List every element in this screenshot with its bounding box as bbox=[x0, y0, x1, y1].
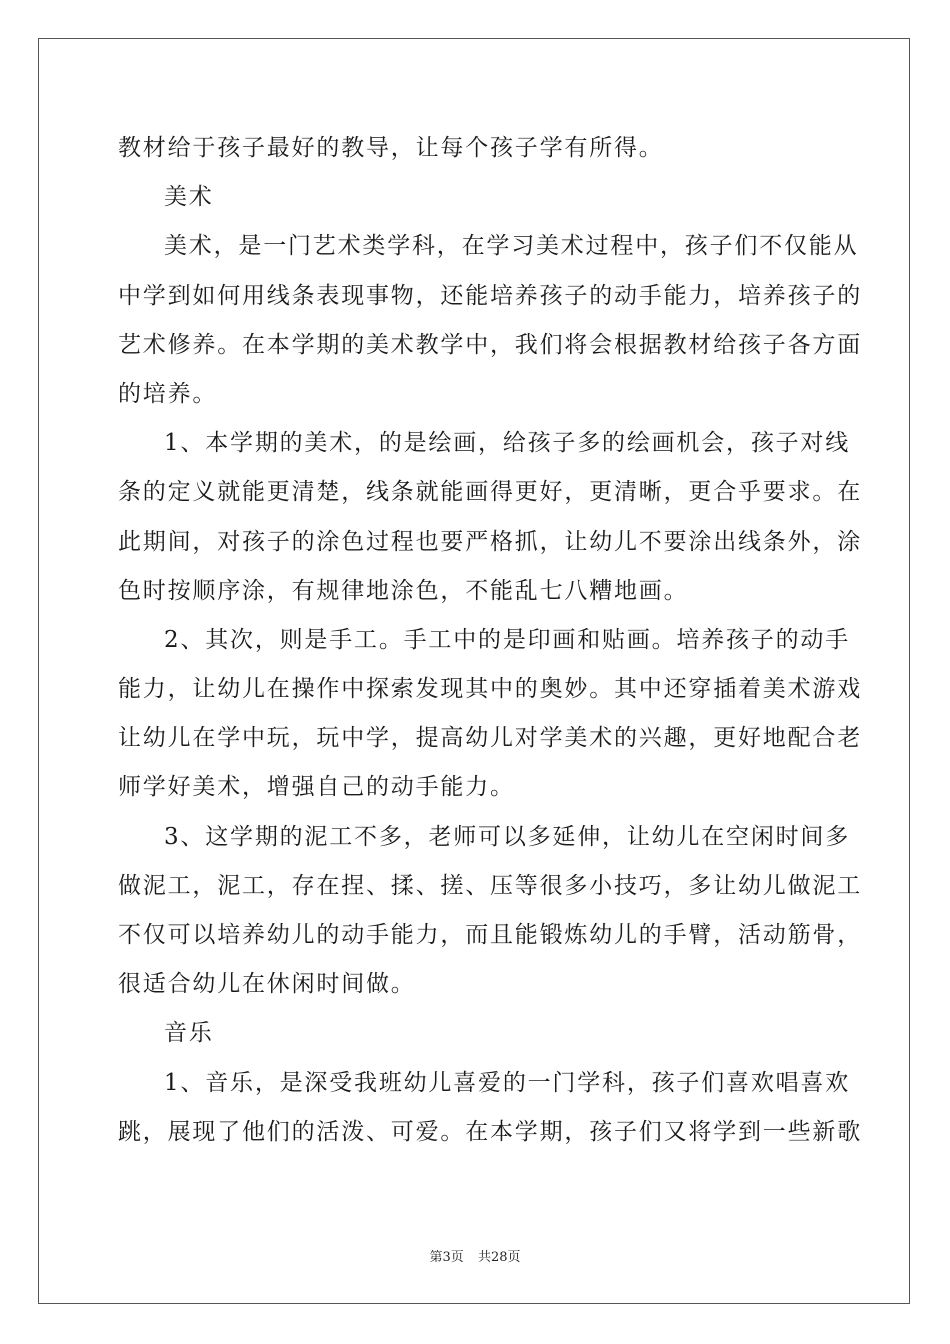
text-line: 跳，展现了他们的活泼、可爱。在本学期，孩子们又将学到一些新歌 bbox=[118, 1118, 862, 1145]
text-line: 中学到如何用线条表现事物，还能培养孩子的动手能力，培养孩子的 bbox=[118, 282, 862, 309]
text-line: 1、音乐，是深受我班幼儿喜爱的一门学科，孩子们喜欢唱喜欢 bbox=[164, 1069, 851, 1096]
text-line: 此期间，对孩子的涂色过程也要严格抓，让幼儿不要涂出线条外，涂 bbox=[118, 528, 862, 555]
section-heading-music: 音乐 bbox=[164, 1020, 214, 1047]
page-number: 第3页 bbox=[429, 1250, 464, 1265]
text-line: 的培养。 bbox=[118, 380, 218, 407]
text-line: 2、其次，则是手工。手工中的是印画和贴画。培养孩子的动手 bbox=[164, 626, 851, 653]
text-line: 让幼儿在学中玩，玩中学，提高幼儿对学美术的兴趣，更好地配合老 bbox=[118, 725, 862, 752]
text-line: 做泥工，泥工，存在捏、揉、搓、压等很多小技巧，多让幼儿做泥工 bbox=[118, 872, 862, 899]
text-line: 很适合幼儿在休闲时间做。 bbox=[118, 971, 416, 998]
text-line: 不仅可以培养幼儿的动手能力，而且能锻炼幼儿的手臂，活动筋骨， bbox=[118, 922, 862, 948]
text-line: 美术，是一门艺术类学科，在学习美术过程中，孩子们不仅能从 bbox=[164, 233, 859, 260]
text-line: 能力，让幼儿在操作中探索发现其中的奥妙。其中还穿插着美术游戏 bbox=[118, 676, 862, 703]
text-line: 艺术修养。在本学期的美术教学中，我们将会根据教材给孩子各方面 bbox=[118, 331, 862, 358]
text-line: 师学好美术，增强自己的动手能力。 bbox=[118, 774, 515, 801]
text-line: 3、这学期的泥工不多，老师可以多延伸，让幼儿在空闲时间多 bbox=[164, 823, 851, 850]
page-footer bbox=[0, 1246, 950, 1265]
text-line: 教材给于孩子最好的教导，让每个孩子学有所得。 bbox=[118, 135, 664, 161]
page-total: 共28页 bbox=[477, 1250, 521, 1265]
section-heading-art: 美术 bbox=[164, 184, 214, 211]
text-line: 1、本学期的美术，的是绘画，给孩子多的绘画机会，孩子对线 bbox=[164, 430, 851, 457]
text-line: 色时按顺序涂，有规律地涂色，不能乱七八糟地画。 bbox=[118, 577, 689, 604]
document-body bbox=[118, 128, 862, 1161]
text-line: 条的定义就能更清楚，线条就能画得更好，更清晰，更合乎要求。在 bbox=[118, 479, 862, 506]
